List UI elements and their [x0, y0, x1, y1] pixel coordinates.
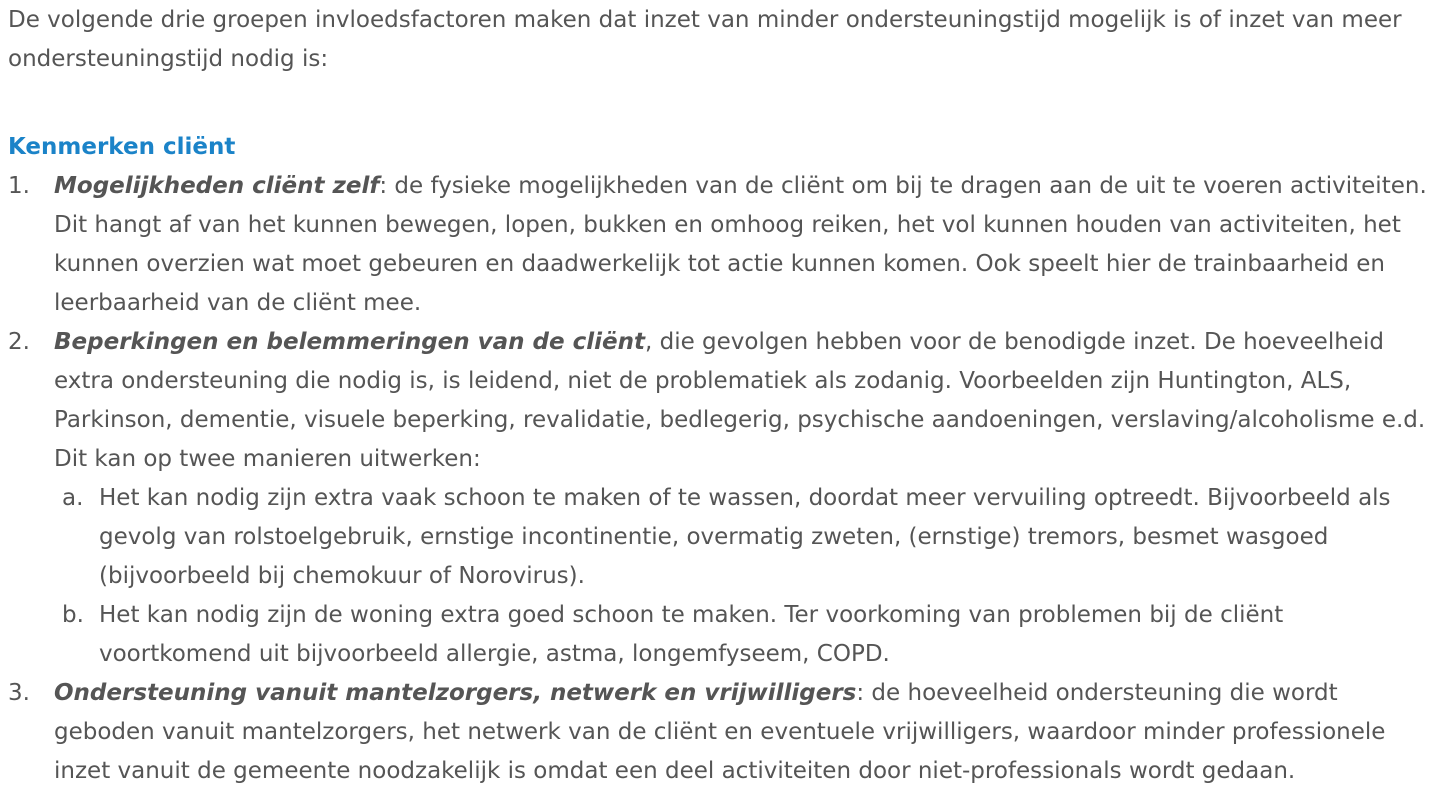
item-text: : de hoeveelheid ondersteuning die wordt geboden vanuit mantelzorgers, het netwerk van de cliënt en eventuele vrijwilligers, waardoor minder professionele inzet vanuit de gemeente noodzakelijk is omdat een deel activiteiten door niet-professionals wordt gedaan.: [54, 680, 1386, 784]
sub-list-item: [54, 596, 1432, 674]
factor-list: [8, 167, 1432, 791]
list-number: 2.: [8, 329, 30, 355]
item-text: , die gevolgen hebben voor de benodigde inzet. De hoeveelheid extra ondersteuning die nodig is, is leidend, niet de problematiek als zodanig. Voorbeelden zijn Huntington, ALS, Parkinson, dementie, visuele beperking, revalidatie, bedlegerig, psychische aandoeningen, verslaving/alcoholisme e.d. Dit kan op twee manieren uitwerken:: [54, 329, 1426, 472]
list-item: [8, 674, 1432, 791]
list-number: 1.: [8, 173, 30, 199]
sub-list-letter: b.: [62, 602, 84, 628]
sub-list: [54, 479, 1432, 674]
sub-list-letter: a.: [62, 485, 84, 511]
item-lead: Beperkingen en belemmeringen van de cliënt: [54, 329, 645, 355]
intro-paragraph: De volgende drie groepen invloedsfactoren maken dat inzet van minder ondersteuningstijd mogelijk is of inzet van meer ondersteuningstijd nodig is:: [8, 7, 1402, 72]
sub-item-text: Het kan nodig zijn de woning extra goed schoon te maken. Ter voorkoming van problemen bij de cliënt voortkomend uit bijvoorbeeld allergie, astma, longemfyseem, COPD.: [99, 602, 1284, 667]
list-item: [8, 323, 1432, 674]
sub-list-item: [54, 479, 1432, 596]
item-lead: Mogelijkheden cliënt zelf: [54, 173, 380, 199]
section-heading: Kenmerken cliënt: [8, 134, 236, 160]
item-lead: Ondersteuning vanuit mantelzorgers, netwerk en vrijwilligers: [54, 680, 857, 706]
sub-item-text: Het kan nodig zijn extra vaak schoon te maken of te wassen, doordat meer vervuiling optreedt. Bijvoorbeeld als gevolg van rolstoelgebruik, ernstige incontinentie, overmatig zweten, (ernstige) tremors, besmet wasgoed (bijvoorbeeld bij chemokuur of Norovirus).: [99, 485, 1391, 589]
list-number: 3.: [8, 680, 30, 706]
item-text: : de fysieke mogelijkheden van de cliënt om bij te dragen aan de uit te voeren activiteiten. Dit hangt af van het kunnen bewegen, lopen, bukken en omhoog reiken, het vol kunnen houden van activiteiten, het kunnen overzien wat moet gebeuren en daadwerkelijk tot actie kunnen komen. Ook speelt hier de trainbaarheid en leerbaarheid van de cliënt mee.: [54, 173, 1427, 316]
list-item: [8, 167, 1432, 323]
